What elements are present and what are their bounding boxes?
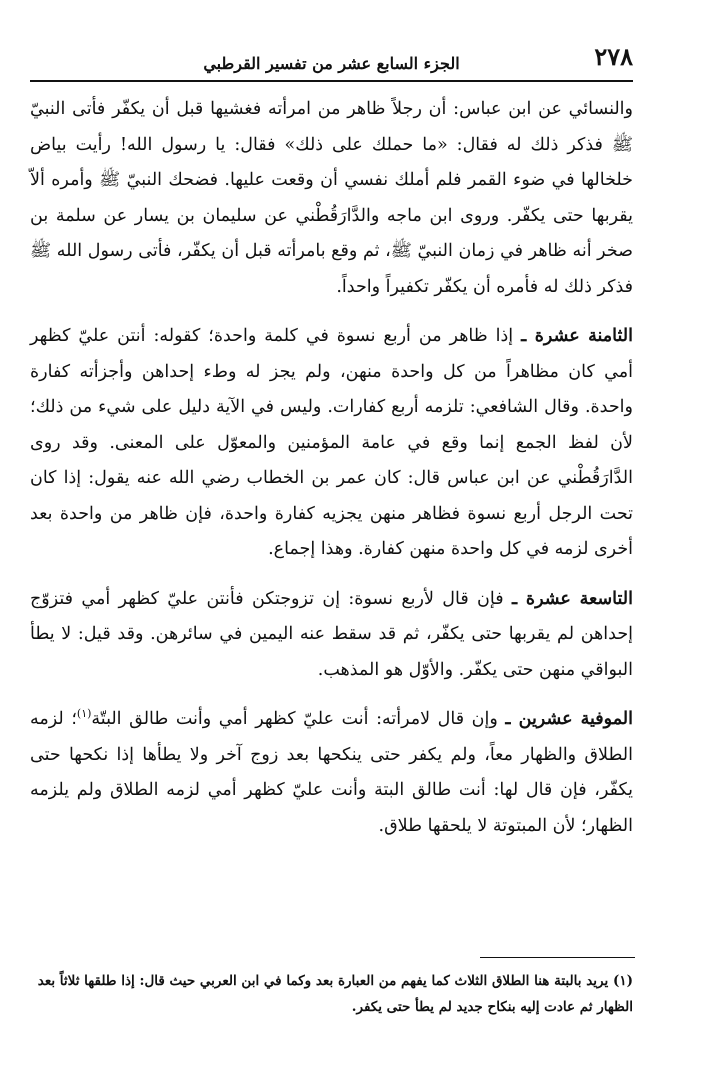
paragraph-text: فإن قال لأربع نسوة: إن تزوجتكن فأنتن عليّ كظهر أمي فتزوّج إحداهن لم يقربها حتى يكفّر، ثم قد سقط عنه اليمين في سائرهن. وقد قيل: لا يطأ البواقي منهن حتى يكفّر. والأوّل هو المذهب. (30, 588, 633, 680)
running-title: الجزء السابع عشر من تفسير القرطبي (203, 54, 460, 73)
main-text (30, 92, 633, 858)
paragraph-2 (30, 319, 633, 568)
footnote-reference[interactable]: (١) (76, 707, 92, 721)
section-label: التاسعة عشرة ـ (511, 588, 633, 609)
paragraph-3 (30, 582, 633, 689)
section-label: الموفية عشرين ـ (505, 709, 634, 729)
paragraph-text: وإن قال لامرأته: أنت عليّ كظهر أمي وأنت طالق البتّة (91, 709, 498, 729)
paragraph-text-continued: ؛ لزمه الطلاق والظهار معاً، ولم يكفر حتى ينكحها بعد زوج آخر ولا يطأها إذا نكحها حتى يكفّر، فإن قال لها: أنت طالق البتة وأنت عليّ كظهر أمي لزمه الطلاق ولم يلزمه الظهار؛ لأن المبتوتة لا يلحقها طلاق. (30, 709, 633, 836)
paragraph-text: والنسائي عن ابن عباس: أن رجلاً ظاهر من امرأته فغشيها قبل أن يكفّر فأتى النبيّ ﷺ فذكر ذلك له فقال: «ما حملك على ذلك» فقال: يا رسول الله! رأيت بياض خلخالها في ضوء القمر فلم أملك نفسي أن وقعت عليها. فضحك النبيّ ﷺ وأمره ألاّ يقربها حتى يكفّر. وروى ابن ماجه والدَّارَقُطْني عن سليمان بن يسار عن سلمة بن صخر أنه ظاهر في زمان النبيّ ﷺ، ثم وقع بامرأته قبل أن يكفّر، فأتى رسول الله ﷺ فذكر ذلك له فأمره أن يكفّر تكفيراً واحداً. (30, 99, 633, 297)
page-header (30, 36, 633, 82)
paragraph-1 (30, 92, 633, 305)
page-number: ٢٧٨ (594, 42, 633, 71)
paragraph-4 (30, 702, 633, 844)
footnote-text: (١) يريد بالبتة هنا الطلاق الثلاث كما يفهم من العبارة بعد وكما في ابن العربي حيث قال: إذا طلقها ثلاثاً بعد الظهار ثم عادت إليه بنكاح جديد لم يطأ حتى يكفر. (37, 973, 633, 1015)
section-label: الثامنة عشرة ـ (521, 326, 633, 346)
footnote-divider (480, 957, 635, 958)
footnote (30, 968, 633, 1020)
paragraph-text: إذا ظاهر من أربع نسوة في كلمة واحدة؛ كقوله: أنتن عليّ كظهر أمي كان مظاهراً من كل واحدة منهن، ولم يجز له وطء إحداهن وأجزأته كفارة واحدة. وقال الشافعي: تلزمه أربع كفارات. وليس في الآية دليل على شيء من ذلك؛ لأن لفظ الجمع إنما وقع في عامة المؤمنين والمعوّل على المعنى. وقد روى الدَّارَقُطْني عن ابن عباس قال: كان عمر بن الخطاب رضي الله عنه يقول: إذا كان تحت الرجل أربع نسوة فظاهر منهن يجزيه كفارة واحدة، فإن ظاهر من واحدة بعد أخرى لزمه في كل واحدة منهن كفارة. وهذا إجماع. (30, 326, 633, 559)
